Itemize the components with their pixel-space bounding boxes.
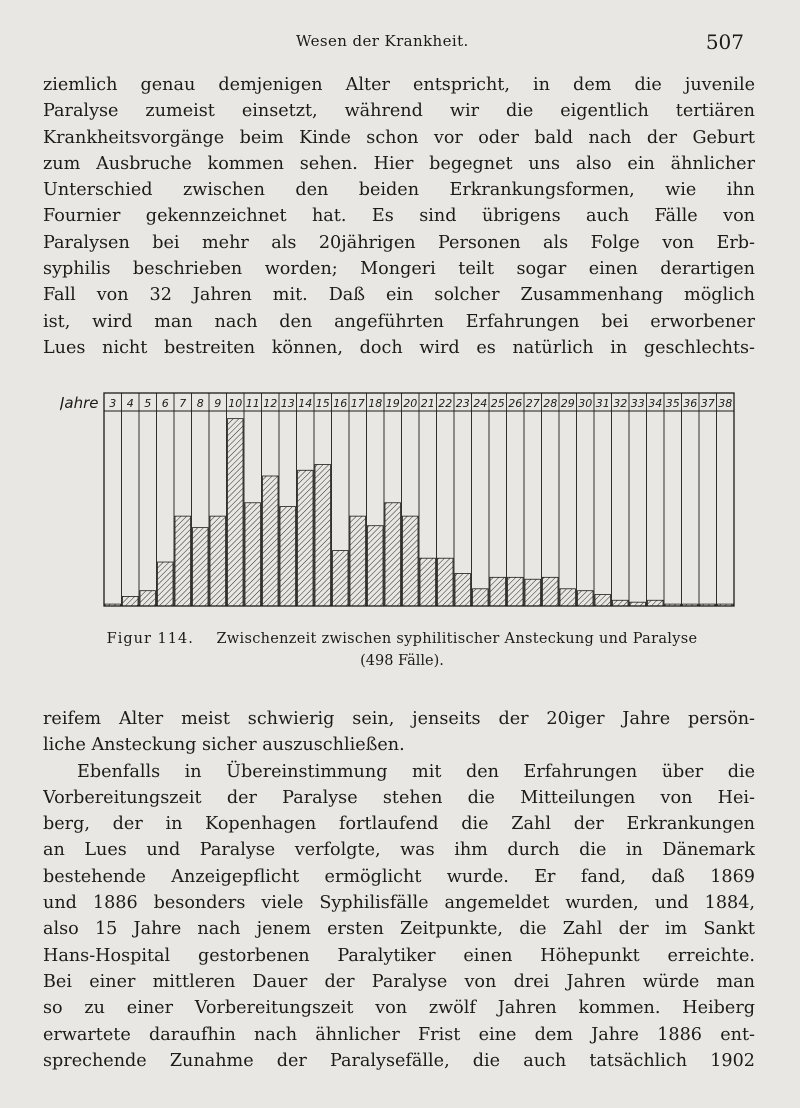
- bar-35: [665, 604, 681, 606]
- text-line: und 1886 besonders viele Syphilisfälle angemeldet wurden, und 1884,: [43, 893, 755, 914]
- bar-16: [333, 551, 349, 606]
- bar-9: [210, 516, 226, 606]
- tick-label: 12: [263, 397, 278, 410]
- tick-label: 33: [630, 397, 645, 410]
- tick-label: 37: [700, 397, 715, 410]
- text-line: ist, wird man nach den angeführten Erfahrungen bei erworbener: [43, 311, 755, 332]
- bar-31: [595, 595, 611, 606]
- bar-25: [490, 577, 506, 606]
- tick-label: 14: [298, 397, 313, 410]
- histogram-chart: [60, 388, 750, 618]
- tick-label: 27: [525, 397, 540, 410]
- text-line: so zu einer Vorbereitungszeit von zwölf Jahren kommen. Heiberg: [43, 998, 755, 1019]
- text-line: Hans-Hospital gestorbenen Paralytiker einen Höhepunkt erreichte.: [43, 945, 755, 966]
- text-line: berg, der in Kopenhagen fortlaufend die Zahl der Erkrankungen: [43, 814, 755, 835]
- chart-tick-labels: [109, 397, 732, 410]
- bar-30: [578, 591, 594, 606]
- tick-label: 23: [455, 397, 470, 410]
- tick-label: 17: [350, 397, 365, 410]
- figure-114: [60, 388, 750, 618]
- bar-22: [438, 558, 454, 606]
- tick-label: 32: [613, 397, 628, 410]
- bar-17: [350, 516, 366, 606]
- tick-label: 22: [438, 397, 453, 410]
- tick-label: 18: [368, 397, 383, 410]
- tick-label: 21: [420, 397, 435, 410]
- bar-11: [245, 503, 261, 606]
- bar-8: [193, 528, 209, 606]
- bar-37: [700, 604, 716, 606]
- text-line: Ebenfalls in Übereinstimmung mit den Erfahrungen über die: [77, 761, 755, 782]
- tick-label: 31: [595, 397, 610, 410]
- bar-14: [298, 470, 314, 606]
- text-line: ziemlich genau demjenigen Alter entspricht, in dem die juvenile: [43, 75, 755, 95]
- bar-5: [140, 591, 156, 606]
- text-line: Paralyse zumeist einsetzt, während wir die eigentlich tertiären: [43, 101, 755, 122]
- tick-label: 36: [683, 397, 698, 410]
- bar-32: [613, 600, 629, 606]
- text-line: reifem Alter meist schwierig sein, jenseits der 20iger Jahre persön-: [43, 709, 755, 729]
- bar-18: [368, 526, 384, 606]
- caption-title: Zwischenzeit zwischen syphilitischer Ansteckung und Paralyse: [216, 631, 698, 647]
- bar-15: [315, 465, 331, 606]
- tick-label: 34: [648, 397, 663, 410]
- page-number: 507: [705, 30, 744, 54]
- tick-label: 35: [665, 397, 680, 410]
- running-title: Wesen der Krankheit.: [296, 32, 469, 50]
- text-line: Bei einer mittleren Dauer der Paralyse von drei Jahren würde man: [43, 971, 755, 992]
- text-line: Unterschied zwischen den beiden Erkrankungsformen, wie ihn: [43, 180, 755, 201]
- bar-6: [158, 562, 174, 606]
- caption-count: (498 Fälle).: [360, 653, 444, 669]
- tick-label: 3: [109, 397, 117, 410]
- tick-label: 19: [385, 397, 400, 410]
- tick-label: 9: [214, 397, 222, 410]
- caption-label: Figur 114.: [106, 631, 194, 647]
- tick-label: 30: [578, 397, 593, 410]
- bar-36: [683, 604, 699, 606]
- text-line: syphilis beschrieben worden; Mongeri teilt sogar einen derartigen: [43, 259, 755, 280]
- tick-label: 26: [508, 397, 523, 410]
- bar-10: [228, 419, 244, 606]
- bar-28: [543, 577, 559, 606]
- bar-12: [263, 476, 279, 606]
- tick-label: 29: [560, 397, 575, 410]
- bar-27: [525, 579, 541, 606]
- tick-label: 10: [228, 397, 243, 410]
- paragraph-1: [43, 72, 755, 361]
- bar-33: [630, 602, 646, 606]
- text-line: liche Ansteckung sicher auszuschließen.: [43, 735, 405, 756]
- bar-29: [560, 589, 576, 606]
- text-line: zum Ausbruche kommen sehen. Hier begegnet uns also ein ähnlicher: [43, 153, 755, 174]
- tick-label: 6: [161, 397, 169, 410]
- tick-label: 28: [543, 397, 558, 410]
- bar-13: [280, 507, 296, 606]
- axis-label-jahre: Jahre: [60, 394, 99, 412]
- text-line: Lues nicht bestreiten können, doch wird es natürlich in geschlechts-: [43, 337, 755, 358]
- text-line: bestehende Anzeigepflicht ermöglicht wurde. Er fand, daß 1869: [43, 866, 755, 887]
- text-line: Fall von 32 Jahren mit. Daß ein solcher Zusammenhang möglich: [43, 285, 755, 306]
- bar-7: [175, 516, 191, 606]
- text-line: Fournier gekennzeichnet hat. Es sind übrigens auch Fälle von: [43, 206, 755, 227]
- bar-19: [385, 503, 401, 606]
- bar-34: [648, 600, 664, 606]
- tick-label: 25: [490, 397, 505, 410]
- tick-label: 24: [473, 397, 488, 410]
- tick-label: 16: [333, 397, 348, 410]
- tick-label: 5: [144, 397, 152, 410]
- bar-4: [123, 596, 139, 606]
- text-line: also 15 Jahre nach jenem ersten Zeitpunkte, die Zahl der im Sankt: [43, 919, 755, 940]
- bar-26: [508, 577, 524, 606]
- page-header: [0, 30, 800, 54]
- tick-label: 11: [245, 397, 260, 410]
- tick-label: 15: [315, 397, 330, 410]
- text-line: sprechende Zunahme der Paralysefälle, die auch tatsächlich 1902: [43, 1050, 755, 1071]
- bar-38: [718, 604, 734, 606]
- tick-label: 7: [179, 397, 187, 410]
- text-line: erwartete daraufhin nach ähnlicher Frist eine dem Jahre 1886 ent-: [43, 1024, 755, 1045]
- bar-20: [403, 516, 419, 606]
- paragraph-2: [43, 706, 755, 1074]
- text-line: Krankheitsvorgänge beim Kinde schon vor oder bald nach der Geburt: [43, 127, 755, 148]
- figure-caption: [66, 628, 738, 672]
- bar-24: [473, 589, 489, 606]
- tick-label: 4: [126, 397, 134, 410]
- bar-23: [455, 574, 471, 607]
- text-line: Paralysen bei mehr als 20jährigen Personen als Folge von Erb-: [43, 232, 755, 253]
- text-line: an Lues und Paralyse verfolgte, was ihm durch die in Dänemark: [43, 840, 755, 861]
- text-line: Vorbereitungszeit der Paralyse stehen die Mitteilungen von Hei-: [43, 787, 755, 808]
- tick-label: 8: [196, 397, 204, 410]
- bar-21: [420, 558, 436, 606]
- tick-label: 13: [280, 397, 295, 410]
- tick-label: 38: [718, 397, 733, 410]
- tick-label: 20: [403, 397, 418, 410]
- bar-3: [105, 604, 121, 606]
